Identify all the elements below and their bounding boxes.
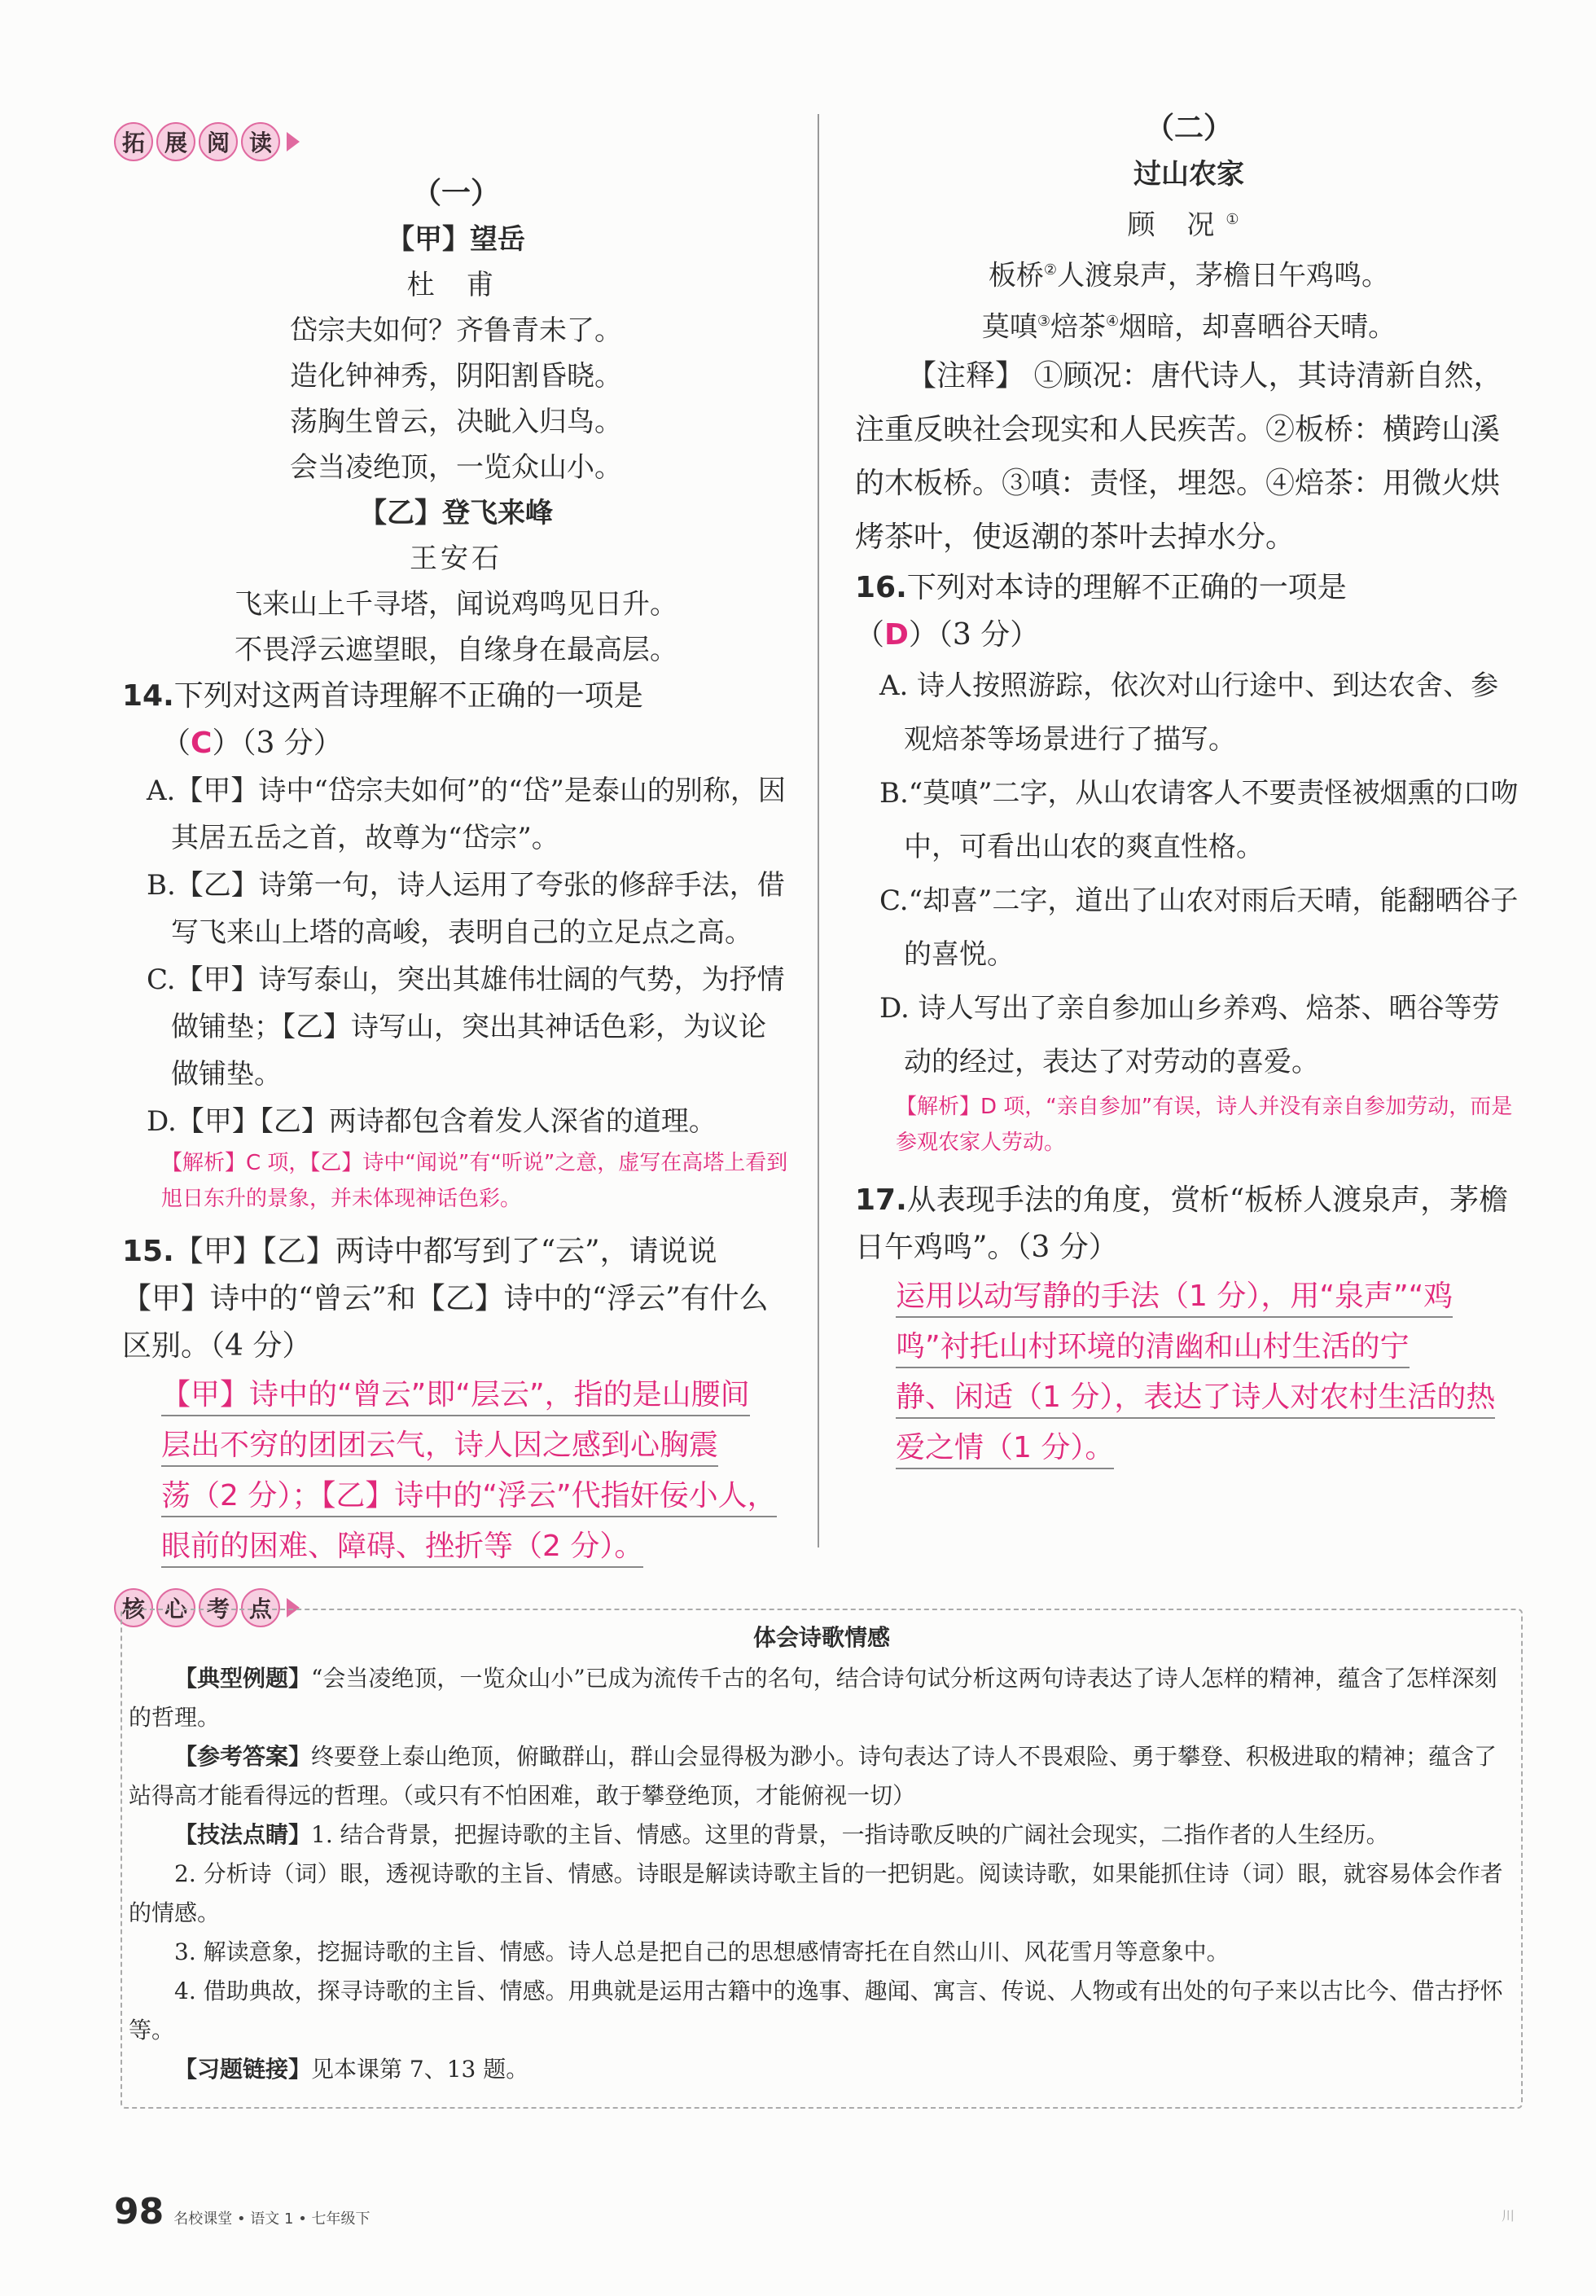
poem-line: 飞来山上千寻塔，闻说鸡鸣见日升。 — [235, 588, 677, 621]
core-points-box — [121, 1609, 1523, 2109]
question-14: 14.下列对这两首诗理解不正确的一项是 （C）（3 分） — [122, 679, 643, 760]
example-paragraph: 【典型例题】“会当凌绝顶，一览众山小”已成为流传千古的名句，结合诗句试分析这两句诗表达了诗人怎样的精神，蕴含了怎样深刻的哲理。 — [129, 1665, 1497, 1731]
page-number: 98 — [114, 2191, 164, 2232]
tag-char: 展 — [156, 122, 195, 161]
section-one-title: （一） — [411, 177, 500, 210]
extended-reading-tag — [114, 121, 300, 163]
column-divider — [818, 114, 819, 1547]
question-17: 17.从表现手法的角度，赏析“板桥人渡泉声，茅檐日午鸡鸣”。（3 分） — [855, 1183, 1509, 1264]
tag-char: 读 — [241, 122, 280, 161]
tag-char: 考 — [199, 1588, 238, 1627]
analysis-16: 【解析】D 项，“亲自参加”有误，诗人并没有亲自参加劳动，而是参观农家人劳动。 — [896, 1094, 1513, 1155]
answer-16: D — [884, 617, 909, 652]
poem-line: 会当凌绝顶，一览众山小。 — [290, 451, 622, 484]
reference-paragraph: 【参考答案】终要登上泰山绝顶，俯瞰群山，群山会显得极为渺小。诗句表达了诗人不畏艰险、勇于攀登、积极进取的精神；蕴含了站得高才能看得远的哲理。（或只有不怕困难，敢于攀登绝顶，才能俯视一切） — [129, 1743, 1497, 1809]
point-paragraph: 4. 借助典故，探寻诗歌的主旨、情感。用典就是运用古籍中的逸事、趣闻、寓言、传说、人物或有出处的句子来以古比今、借古抒怀等。 — [129, 1978, 1503, 2044]
answer-15: 【甲】诗中的“曾云”即“层云”，指的是山腰间 层出不穷的团团云气，诗人因之感到心胸震 荡（2 分）；【乙】诗中的“浮云”代指奸佞小人， 眼前的困难、障碍、挫折等（2 分）。 — [122, 1370, 790, 1572]
point-paragraph: 2. 分析诗（词）眼，透视诗歌的主旨、情感。诗眼是解读诗歌主旨的一把钥匙。阅读诗歌，如果能抓住诗（词）眼，就容易体会作者的情感。 — [129, 1860, 1503, 1926]
tag-char: 点 — [241, 1588, 280, 1627]
analysis-14: 【解析】C 项，【乙】诗中“闻说”有“听说”之意，虚写在高塔上看到旭日东升的景象，并未体现神话色彩。 — [161, 1151, 788, 1211]
poem-line: 板桥②人渡泉声，茅檐日午鸡鸣。 — [988, 259, 1390, 292]
right-column — [855, 106, 1523, 1473]
point-paragraph: 3. 解读意象，挖掘诗歌的主旨、情感。诗人总是把自己的思想感情寄托在自然山川、风花雪月等意象中。 — [174, 1938, 1230, 1965]
page-footer — [114, 2191, 370, 2232]
question-16: 16.下列对本诗的理解不正确的一项是（D）（3 分） — [855, 570, 1347, 652]
tag-char: 核 — [114, 1588, 153, 1627]
option-a: A. 诗人按照游踪，依次对山行途中、到达农舍、参观焙茶等场景进行了描写。 — [879, 669, 1499, 756]
tag-char: 拓 — [114, 122, 153, 161]
option-c: C.【甲】诗写泰山，突出其雄伟壮阔的气势，为抒情做铺垫；【乙】诗写山，突出其神话色彩，为议论做铺垫。 — [147, 964, 785, 1091]
poem2-author: 王安石 — [410, 542, 502, 575]
method-paragraph: 【技法点睛】1. 结合背景，把握诗歌的主旨、情感。这里的背景，一指诗歌反映的广阔社会现实，二指作者的人生经历。 — [174, 1821, 1389, 1848]
poem3-author: 顾 况① — [1127, 209, 1251, 242]
poem1-author: 杜 甫 — [406, 269, 506, 301]
left-column — [122, 171, 790, 1572]
option-b: B.“莫嗔”二字，从山农请客人不要责怪被烟熏的口吻中，可看出山农的爽直性格。 — [879, 776, 1519, 863]
poem-line: 不畏浮云遮望眼，自缘身在最高层。 — [235, 634, 677, 666]
question-15: 15.【甲】【乙】两诗中都写到了“云”，请说说【甲】诗中的“曾云”和【乙】诗中的“浮云”有什么区别。（4 分） — [122, 1235, 769, 1363]
option-c: C.“却喜”二字，道出了山农对雨后天晴，能翻晒谷子的喜悦。 — [879, 884, 1519, 971]
poem1-title: 【甲】望岳 — [387, 223, 525, 256]
poem-line: 荡胸生曾云，决眦入归鸟。 — [290, 406, 622, 438]
option-d: D.【甲】【乙】两诗都包含着发人深省的道理。 — [147, 1105, 717, 1138]
poem-line: 莫嗔③焙茶④烟暗，却喜晒谷天晴。 — [981, 309, 1396, 343]
answer-14: C — [191, 727, 213, 760]
tag-arrow-icon — [287, 132, 300, 151]
poem3-title: 过山农家 — [1133, 158, 1244, 191]
poem2-title: 【乙】登飞来峰 — [359, 497, 553, 529]
section-two-title: （二） — [1144, 112, 1233, 145]
poem-line: 岱宗夫如何？齐鲁青未了。 — [290, 314, 622, 347]
option-d: D. 诗人写出了亲自参加山乡养鸡、焙茶、晒谷等劳动的经过，表达了对劳动的喜爱。 — [879, 991, 1500, 1078]
link-paragraph: 【习题链接】见本课第 7、13 题。 — [174, 2056, 529, 2083]
core-title: 体会诗歌情感 — [752, 1624, 890, 1651]
option-a: A.【甲】诗中“岱宗夫如何”的“岱”是泰山的别称，因其居五岳之首，故尊为“岱宗”。 — [147, 775, 786, 854]
series-label: 名校课堂 • 语文 1 • 七年级下 — [173, 2210, 370, 2228]
option-b: B.【乙】诗第一句，诗人运用了夸张的修辞手法，借写飞来山上塔的高峻，表明自己的立足点之高。 — [147, 869, 785, 949]
tag-char: 阅 — [199, 122, 238, 161]
corner-mark: 川 — [1501, 2208, 1515, 2224]
tag-char: 心 — [156, 1588, 195, 1627]
answer-17: 运用以动写静的手法（1 分），用“泉声”“鸡 鸣”衬托山村环境的清幽和山村生活的宁 静、闲适（1 分），表达了诗人对农村生活的热 爱之情（1 分）。 — [855, 1271, 1523, 1473]
poem-line: 造化钟神秀，阴阳割昏晓。 — [290, 360, 622, 393]
core-body — [129, 1659, 1515, 2089]
notes: 【注释】 ①顾况：唐代诗人，其诗清新自然，注重反映社会现实和人民疾苦。②板桥：横跨山溪的木板桥。③嗔：责怪，埋怨。④焙茶：用微火烘烤茶叶，使返潮的茶叶去掉水分。 — [855, 358, 1503, 554]
